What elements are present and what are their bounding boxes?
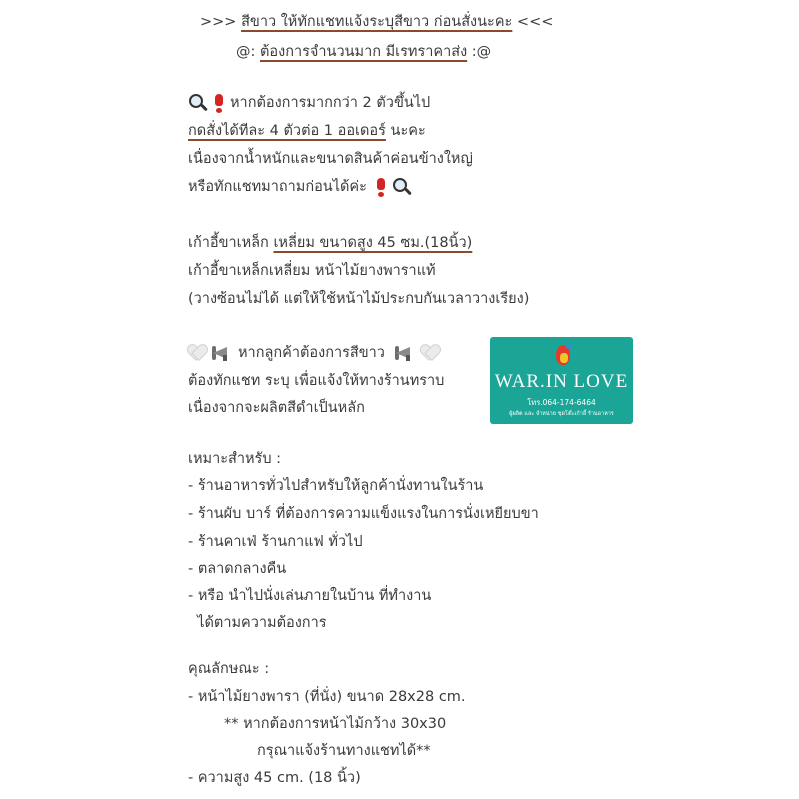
product-line-1-prefix: เก้าอี้ขาเหล็ก xyxy=(188,235,274,251)
megaphone-icon xyxy=(394,344,416,362)
header-wholesale-notice: ต้องการจำนวนมาก มีเรทราคาส่ง xyxy=(260,44,468,60)
order-notice-line-1 xyxy=(188,93,430,113)
parrot-icon xyxy=(552,341,574,367)
logo-shop-name: WAR.IN LOVE xyxy=(494,371,629,392)
product-line-1 xyxy=(188,233,472,253)
white-heart-icon xyxy=(421,345,439,361)
order-notice-text-1: หากต้องการมากกว่า 2 ตัวขึ้นไป xyxy=(230,95,431,111)
magnifier-icon xyxy=(188,93,208,113)
header-line-1-prefix: >>> xyxy=(200,14,242,30)
red-exclamation-icon xyxy=(375,177,387,197)
suitable-item: - ร้านคาเฟ่ ร้านกาแฟ ทั่วไป xyxy=(188,534,363,550)
order-notice-line-4 xyxy=(188,177,417,197)
order-notice-line-3: เนื่องจากน้ำหนักและขนาดสินค้าค่อนข้างใหญ่ xyxy=(188,151,473,167)
shop-logo xyxy=(490,337,633,424)
feature-note: กรุณาแจ้งร้านทางแชทได้** xyxy=(257,743,431,759)
header-line-2-prefix: @: xyxy=(236,44,260,60)
order-notice-line-2-suffix: นะคะ xyxy=(385,123,426,139)
order-limit-notice: กดสั่งได้ทีละ 4 ตัวต่อ 1 ออเดอร์ xyxy=(188,123,386,139)
suitable-item: - ตลาดกลางคืน xyxy=(188,561,287,577)
feature-note: ** หากต้องการหน้าไม้กว้าง 30x30 xyxy=(224,716,447,732)
header-white-color-notice: สีขาว ให้ทักแชทแจ้งระบุสีขาว ก่อนสั่งนะคะ xyxy=(241,14,513,30)
megaphone-icon xyxy=(211,344,233,362)
white-heart-icon xyxy=(188,345,206,361)
suitable-item: - หรือ นำไปนั่งเล่นภายในบ้าน ที่ทำงาน xyxy=(188,588,432,604)
header-line-2 xyxy=(236,42,491,62)
header-line-1 xyxy=(200,12,553,32)
header-line-2-suffix: :@ xyxy=(467,44,492,60)
white-notice-line-3: เนื่องจากจะผลิตสีดำเป็นหลัก xyxy=(188,400,365,416)
order-notice-line-2 xyxy=(188,121,426,141)
feature-item: - หน้าไม้ยางพารา (ที่นั่ง) ขนาด 28x28 cm. xyxy=(188,689,466,705)
product-size-notice: เหลี่ยม ขนาดสูง 45 ซม.(18นิ้ว) xyxy=(273,235,473,251)
suitable-item: - ร้านอาหารทั่วไปสำหรับให้ลูกค้านั่งทานในร้าน xyxy=(188,478,484,494)
suitable-item: ได้ตามความต้องการ xyxy=(188,615,327,631)
magnifier-icon xyxy=(392,177,412,197)
white-notice-text-1: หากลูกค้าต้องการสีขาว xyxy=(238,345,385,361)
suitable-title: เหมาะสำหรับ : xyxy=(188,451,282,467)
logo-phone: โทร.064-174-6464 xyxy=(527,398,596,407)
product-line-3: (วางซ้อนไม่ได้ แต่ให้ใช้หน้าไม้ประกบกันเวลาวางเรียง) xyxy=(188,291,530,307)
red-exclamation-icon xyxy=(213,93,225,113)
features-title: คุณลักษณะ : xyxy=(188,661,270,677)
product-line-2: เก้าอี้ขาเหล็กเหลี่ยม หน้าไม้ยางพาราแท้ xyxy=(188,263,436,279)
suitable-item: - ร้านผับ บาร์ ที่ต้องการความแข็งแรงในการนั่งเหยียบขา xyxy=(188,506,539,522)
order-notice-text-4: หรือทักแชทมาถามก่อนได้ค่ะ xyxy=(188,179,367,195)
white-notice-line-2: ต้องทักแชท ระบุ เพื่อแจ้งให้ทางร้านทราบ xyxy=(188,373,445,389)
header-line-1-suffix: <<< xyxy=(512,14,554,30)
white-notice-line-1 xyxy=(188,343,444,363)
logo-subtitle: ผู้ผลิต และ จำหน่าย ชุดโต๊ะเก้าอี้ ร้านอาหาร xyxy=(509,411,614,417)
feature-item: - ความสูง 45 cm. (18 นิ้ว) xyxy=(188,770,361,786)
